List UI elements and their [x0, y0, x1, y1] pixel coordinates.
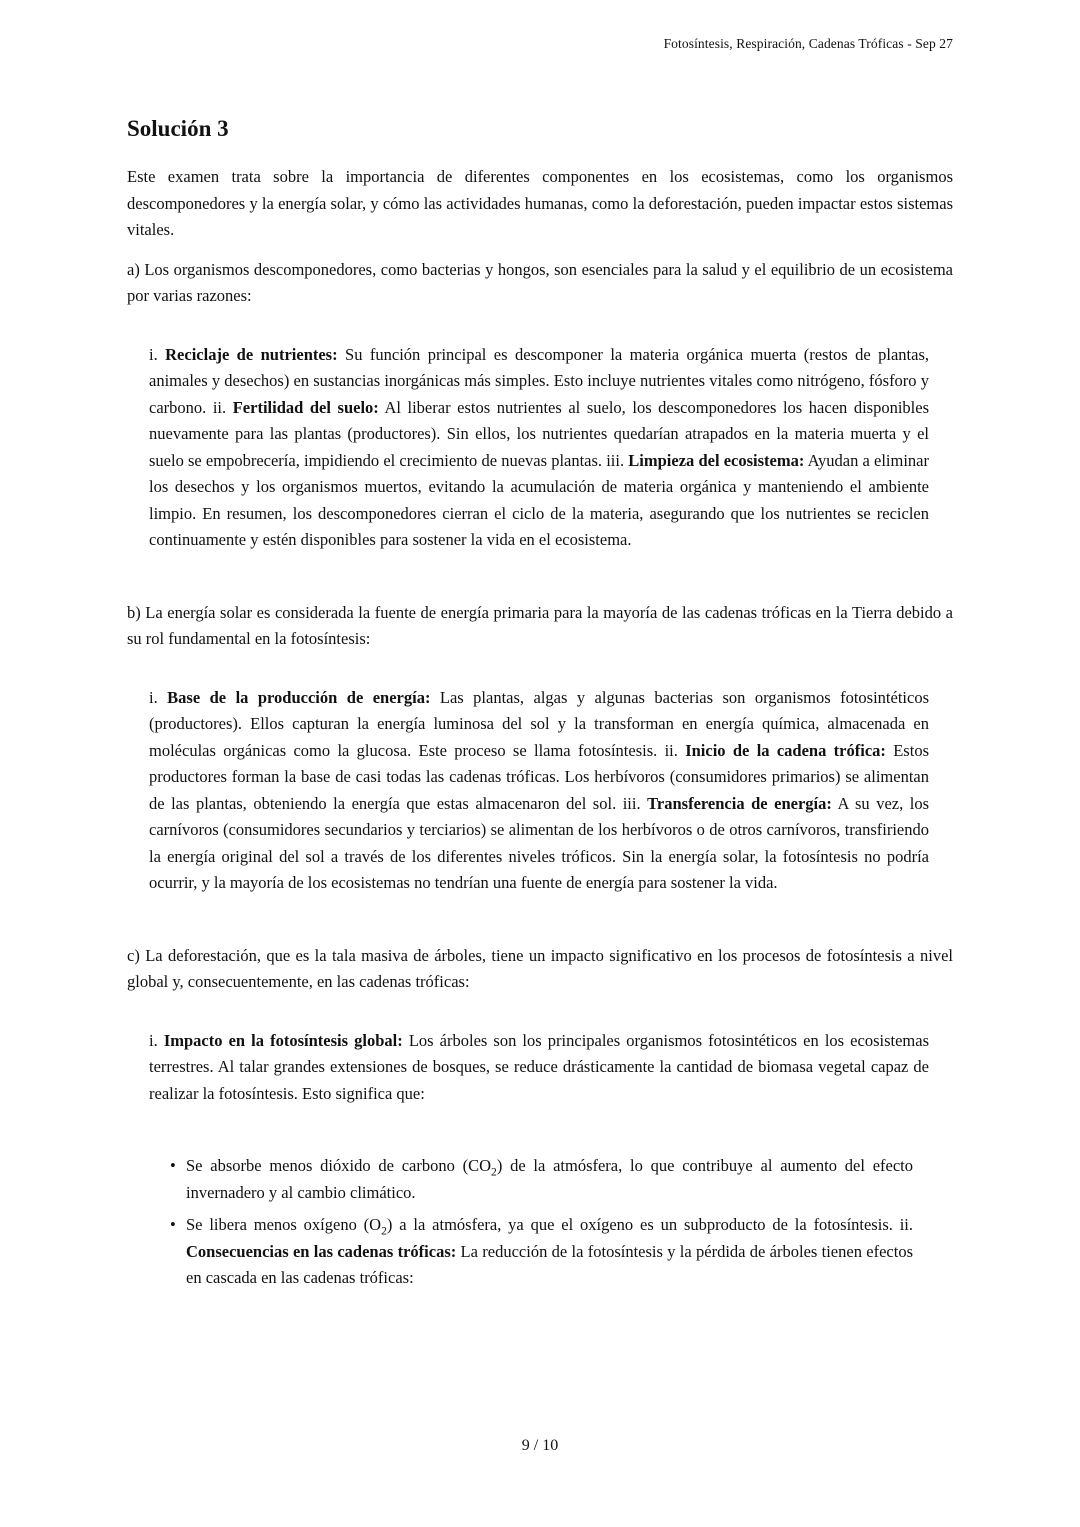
- running-header: Fotosíntesis, Respiración, Cadenas Tróficas - Sep 27: [663, 36, 953, 51]
- bullet-item-co2: • Se absorbe menos dióxido de carbono $(CO_2)$ de la atmósfera, lo que contribuye al aumento del efecto invernadero y al cambio climático.: [170, 1153, 913, 1206]
- answer-b-paragraph: b) La energía solar es considerada la fuente de energía primaria para la mayoría de las cadenas tróficas en la Tierra debido a su rol fundamental en la fotosíntesis:: [127, 602, 953, 648]
- answer-a-detail: i. Reciclaje de nutrientes: Su función principal es descomponer la materia orgánica muerta (restos de plantas, animales y desechos) en sustancias inorgánicas más simples. Esto incluye nutrientes vitales como nitrógeno, fósforo y carbono. ii. Fertilidad del suelo: Al liberar estos nutrientes al suelo, los descomponedores los hacen disponibles nuevamente para las plantas (productores). Sin ellos, los nutrientes quedarían atrapados en la materia muerta y el suelo se empobrecería, impidiendo el crecimiento de nuevas plantas. iii. Limpieza del ecosistema: Ayudan a eliminar los desechos y los organismos muertos, evitando la acumulación de materia orgánica y manteniendo el ambiente limpio. En resumen, los descomponedores cierran el ciclo de la materia, asegurando que los nutrientes se reciclen continuamente y estén disponibles para sostener la vida en el ecosistema.: [149, 344, 930, 549]
- answer-c-detail: i. Impacto en la fotosíntesis global: Los árboles son los principales organismos fotosintéticos en los ecosistemas terrestres. Al talar grandes extensiones de bosques, se reduce drásticamente la cantidad de biomasa vegetal capaz de realizar la fotosíntesis. Esto significa que:: [149, 1030, 929, 1103]
- answer-b-detail: i. Base de la producción de energía: Las plantas, algas y algunas bacterias son organismos fotosintéticos (productores). Ellos capturan la energía luminosa del sol y la transforman en energía química, almacenada en moléculas orgánicas como la glucosa. Este proceso se llama fotosíntesis. ii. Inicio de la cadena trófica: Estos productores forman la base de casi todas las cadenas tróficas. Los herbívoros (consumidores primarios) se alimentan de las plantas, obteniendo la energía que estas almacenaron del sol. iii. Transferencia de energía: A su vez, los carnívoros (consumidores secundarios y terciarios) se alimentan de los herbívoros o de otros carnívoros, transfiriendo la energía original del sol a través de los diferentes niveles tróficos. Sin la energía solar, la fotosíntesis no podría ocurrir, y la mayoría de los ecosistemas no tendrían una fuente de energía para sostener la vida.: [149, 687, 929, 892]
- page-title: Solución 3: [127, 116, 229, 141]
- answer-a-paragraph: a) Los organismos descomponedores, como bacterias y hongos, son esenciales para la salud y el equilibrio de un ecosistema por varias razones:: [127, 259, 953, 305]
- answer-c-paragraph: c) La deforestación, que es la tala masiva de árboles, tiene un impacto significativo en los procesos de fotosíntesis a nivel global y, consecuentemente, en las cadenas tróficas:: [127, 945, 953, 991]
- intro-paragraph: Este examen trata sobre la importancia de diferentes componentes en los ecosistemas, como los organismos descomponedores y la energía solar, y cómo las actividades humanas, como la deforestación, pueden impactar estos sistemas vitales.: [127, 167, 953, 239]
- page-number: 9 / 10: [521, 1437, 559, 1454]
- bullet-item-o2: • Se libera menos oxígeno $(O_2)$ a la atmósfera, ya que el oxígeno es un subproducto de la fotosíntesis. ii. Consecuencias en las cadenas tróficas: La reducción de la fotosíntesis y la pérdida de árboles tienen efectos en cascada en las cadenas tróficas:: [170, 1212, 913, 1292]
- bullet-list: [170, 1153, 953, 1292]
